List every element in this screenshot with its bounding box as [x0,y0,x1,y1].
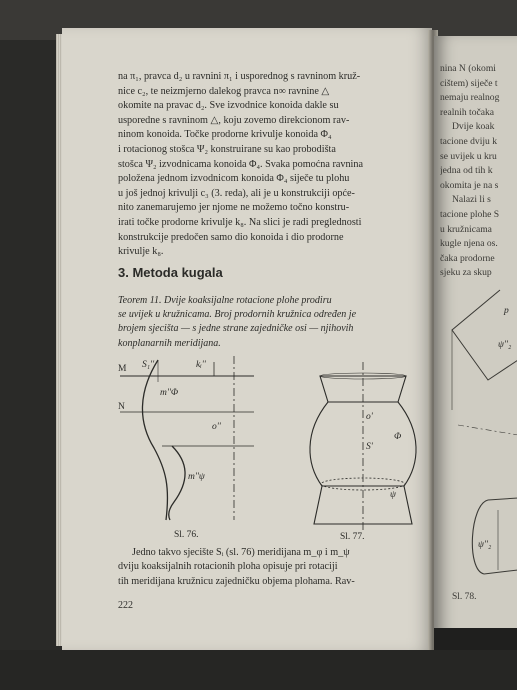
figure-76 [118,352,258,540]
label-S-prime: S' [366,442,373,452]
text-line: ninom konoida. Točke prodorne krivulje konoida Φ₄ [118,129,332,141]
caption-fig77: Sl. 77. [340,532,365,542]
label-o-prime: o' [366,412,373,422]
text-line: tacione dviju k [440,135,498,147]
text-line: Nalazi li s [452,194,491,206]
page-number: 222 [118,600,133,611]
label-m-phi: m''Φ [160,388,179,398]
figure-78-partial [448,270,517,595]
paragraph-konoid [118,70,416,260]
text-line: nina N (okomi [440,63,496,74]
text-line: cištem) siječe t [440,77,498,89]
paragraph-bottom [118,546,416,589]
label-N: N [118,402,125,412]
theorem-line: Teorem 11. Dvije koaksijalne rotacione plohe prodiru [118,295,332,306]
theorem-line: konplanarnih meridijana. [118,337,221,349]
text-line: stošca Ψ₂ izvodnicama konoida Φ₄. Svaka pomoćna ravnina [118,158,363,170]
text-line: i rotacionog stošca Ψ₂ konstruirane su kao probodišta [118,143,336,155]
label-phi: Φ [394,432,402,442]
text-line: u kružnicama [440,223,492,235]
text-line: tacione plohe S [440,208,500,220]
label-p: p [504,306,509,316]
text-line: Dvije koak [452,121,495,133]
text-line: irati točke prodorne krivulje k₈. Na slici je radi preglednosti [118,216,362,228]
label-M: M [118,364,127,374]
text-line: usporedne s ravninom △, koju zovemo direkcionom rav- [118,114,350,126]
text-line: nemaju realnog [440,92,500,104]
text-line: tih meridijana kružnicu zajedničku objema plohama. Rav- [118,575,355,587]
text-line: jedna od tih k [440,165,493,177]
text-line: na π₁, pravca d₂ u ravnini π₁ i usporednog s ravninom kruž- [118,71,361,82]
label-psi2: ψ''₂ [498,340,512,350]
theorem-line: se uvijek u kružnicama. Broj prodornih kružnica određen je [118,309,357,321]
label-S: S₁'' [142,360,155,370]
text-line: sjeku za skup [440,267,492,279]
text-line: krivulje k₈. [118,246,164,258]
label-m-psi: m''ψ [188,472,205,482]
label-psi: ψ [390,490,396,500]
text-line: Jedno takvo sjecište Sᵢ (sl. 76) meridijana m_φ i m_ψ [132,547,350,558]
text-line: nito zanemarujemo jer njome ne možemo točno konstru- [118,202,350,214]
text-line: u još jednoj krivulji c₃ (3. reda), ali je u konstrukciji opće- [118,187,355,199]
label-k: kᵢ'' [196,360,206,370]
right-page-text [440,62,517,281]
text-line: konstrukcije predočen samo dio konoida i dio prodorne [118,231,344,243]
text-line: okomita je na s [440,179,499,191]
label-psi2-lower: ψ''₂ [478,540,492,550]
text-line: okomite na pravac d₂. Sve izvodnice konoida dakle su [118,100,339,112]
theorem-line: brojem sjecišta — s jedne strane zajedničke osi — njihovih [118,323,354,335]
theorem-11 [118,294,416,351]
text-line: nice c₂, te neizmjerno dalekog pravca n∞ ravnine △ [118,85,330,97]
text-line: realnih točaka [440,106,495,118]
text-line: položena jednom izvodnicom konoida Φ₄ siječe tu plohu [118,173,350,185]
text-line: kugle njena os. [440,238,498,250]
background-bottom [0,650,517,690]
caption-fig76: Sl. 76. [174,530,199,540]
section-heading: 3. Metoda kugala [118,265,223,280]
caption-fig78: Sl. 78. [452,592,477,602]
text-line: se uvijek u kru [440,150,497,162]
text-line: čaka prodorne [440,252,495,264]
figure-77 [302,352,422,542]
label-o: o'' [212,422,221,432]
text-line: dviju koaksijalnih rotacionih ploha opisuje pri rotaciji [118,561,338,573]
